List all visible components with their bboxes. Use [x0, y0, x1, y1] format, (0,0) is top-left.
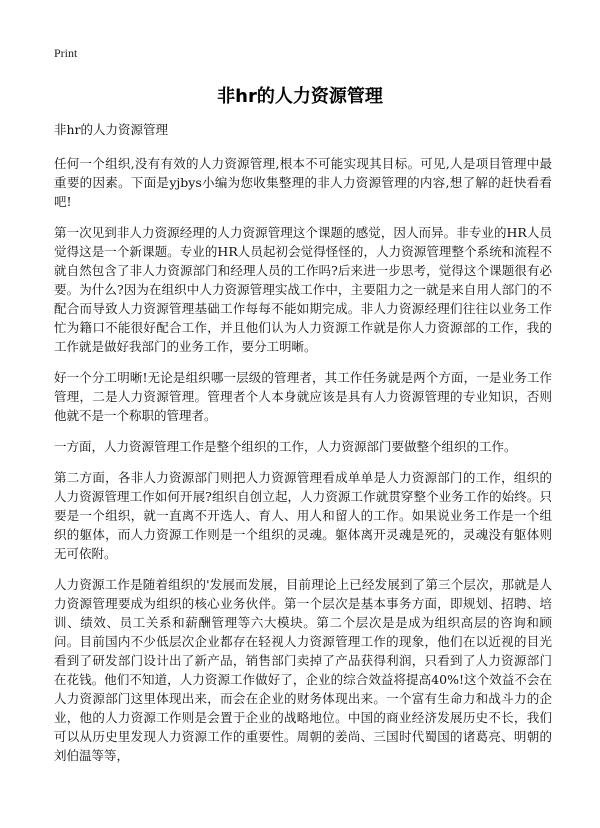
- paragraph: 好一个分工明晰!无论是组织哪一层级的管理者，其工作任务就是两个方面，一是业务工作管理，二是人力资源管理。管理者个人本身就应该是具有人力资源管理的专业知识，否则他就不是一个称职的管理者。: [54, 370, 552, 423]
- paragraph: 第一次见到非人力资源经理的人力资源管理这个课题的感觉，因人而异。非专业的HR人员觉得这是一个新课题。专业的HR人员起初会觉得怪怪的，人力资源管理整个系统和流程不就自然包含了非人力资源部门和经理人员的工作吗?后来进一步思考，觉得这个课题很有必要。为什么?因为在组织中人力资源管理实战工作中，主要阻力之一就是来自用人部门的不配合而导致人力资源管理基础工作每每不能如期完成。非人力资源经理们往往以业务工作忙为籍口不能很好配合工作，并且他们认为人力资源工作就是你人力资源部的工作，我的工作就是做好我部门的业务工作，要分工明晰。: [54, 225, 552, 354]
- document-body: [54, 120, 552, 777]
- paragraph: 人力资源工作是随着组织的'发展而发展，目前理论上已经发展到了第三个层次，那就是人力资源管理要成为组织的核心业务伙伴。第一个层次是基本事务方面，即规划、招聘、培训、绩效、员工关系和薪酬管理等六大模块。第二个层次是是成为组织高层的咨询和顾问。目前国内不少低层次企业都存在轻视人力资源管理工作的现象，他们在以近视的目光看到了研发部门设计出了新产品，销售部门卖掉了产品获得利润，只看到了人力资源部门在花钱。他们不知道，人力资源工作做好了，企业的综合效益将提高40%!这个效益不会在人力资源部门这里体现出来，而会在企业的财务体现出来。一个富有生命力和战斗力的企业，他的人力资源工作则是会置于企业的战略地位。中国的商业经济发展历史不长，我们可以从历史里发现人力资源工作的重要性。周朝的姜尚、三国时代蜀国的诸葛亮、明朝的刘伯温等等，: [54, 577, 552, 763]
- paragraph: 第二方面，各非人力资源部门则把人力资源管理看成单单是人力资源部门的工作，组织的人力资源管理工作如何开展?组织自创立起，人力资源工作就贯穿整个业务工作的始终。只要是一个组织，就一直离不开选人、育人、用人和留人的工作。如果说业务工作是一个组织的躯体，而人力资源工作则是一个组织的灵魂。躯体离开灵魂是死的，灵魂没有躯体则无可依附。: [54, 470, 552, 561]
- paragraph-intro: 任何一个组织,没有有效的人力资源管理,根本不可能实现其目标。可见,人是项目管理中最重要的因素。下面是yjbys小编为您收集整理的非人力资源管理的内容,想了解的赶快看看吧!: [54, 156, 552, 209]
- document-subtitle: 非hr的人力资源管理: [54, 122, 169, 137]
- document-title: 非hr的人力资源管理: [217, 86, 383, 107]
- paragraph: 一方面，人力资源管理工作是整个组织的工作，人力资源部门要做整个组织的工作。: [54, 439, 517, 454]
- print-link[interactable]: Print: [54, 46, 78, 60]
